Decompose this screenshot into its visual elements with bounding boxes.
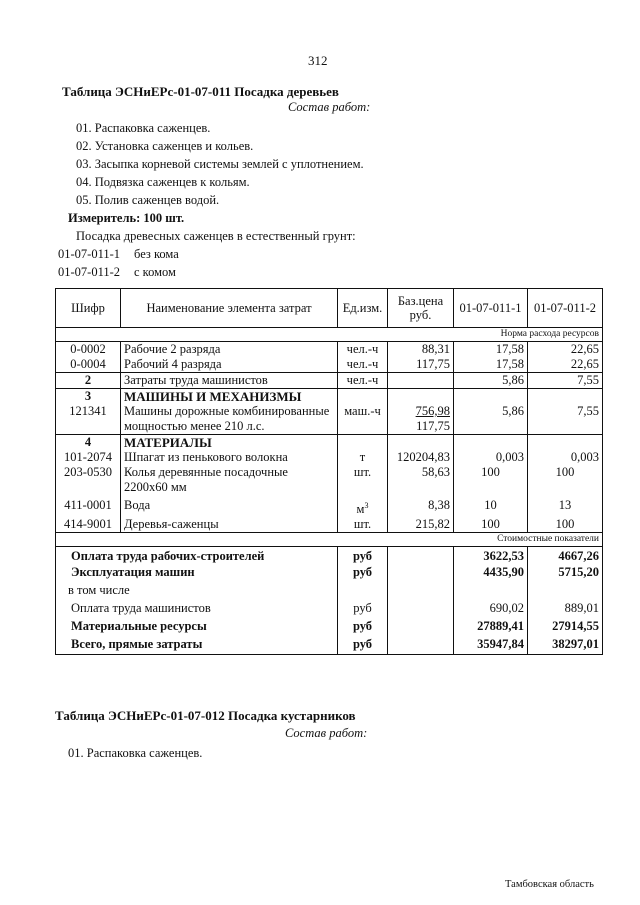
row-v1: 100 (454, 465, 528, 495)
table-row (56, 465, 603, 495)
row-v2: 7,55 (528, 404, 603, 435)
header-price (388, 289, 454, 328)
resource-table (55, 288, 603, 655)
work-item: 03. Засыпка корневой системы землей с уплотнением. (76, 157, 364, 171)
row-unit-base: м (356, 502, 365, 517)
row-name: Деревья-саженцы (121, 517, 338, 533)
row-code: 0-0002 (56, 342, 121, 358)
row-price: 120204,83 (388, 450, 454, 465)
table-row (56, 517, 603, 533)
row-unit-sup: 3 (364, 501, 369, 510)
table-row (56, 342, 603, 358)
row-name: Рабочий 4 разряда (121, 357, 338, 373)
total-row (56, 547, 603, 565)
row-v2: 22,65 (528, 357, 603, 373)
section-row (56, 389, 603, 405)
row-price-line2: 117,75 (416, 419, 450, 433)
row-price-line1: 756,98 (415, 404, 450, 418)
row-name: Рабочие 2 разряда (121, 342, 338, 358)
row-unit: чел.-ч (338, 373, 388, 389)
table-row (56, 357, 603, 373)
footer-region: Тамбовская область (505, 879, 594, 890)
row-name-line2: 2200х60 мм (124, 480, 187, 494)
row-code: 0-0004 (56, 357, 121, 373)
variant-code: 01-07-011-2 (58, 265, 121, 279)
row-code: 203-0530 (56, 465, 121, 495)
table-header-row (56, 289, 603, 328)
total-v1: 27889,41 (454, 619, 528, 637)
row-v2: 22,65 (528, 342, 603, 358)
row-name-line1: Машины дорожные комбинированные (124, 404, 330, 418)
row-v1: 17,58 (454, 342, 528, 358)
total-v1: 35947,84 (454, 637, 528, 655)
row-unit: т (338, 450, 388, 465)
row-name (121, 465, 338, 495)
total-v1: 690,02 (454, 601, 528, 619)
total-row (56, 583, 603, 601)
header-code: Шифр (56, 289, 121, 328)
row-code: 414-9001 (56, 517, 121, 533)
variant-name: с комом (134, 265, 176, 279)
norm-label: Норма расхода ресурсов (56, 328, 603, 342)
work-item: 04. Подвязка саженцев к кольям. (76, 175, 250, 189)
total-name: Материальные ресурсы (56, 619, 338, 637)
row-unit: шт. (338, 517, 388, 533)
row-price (388, 404, 454, 435)
header-price-line1: Баз.цена (397, 294, 444, 308)
total-name: в том числе (56, 583, 338, 601)
total-v2: 27914,55 (528, 619, 603, 637)
table-row (56, 404, 603, 435)
row-price: 88,31 (388, 342, 454, 358)
row-code: 411-0001 (56, 495, 121, 517)
meter-label: Измеритель: 100 шт. (68, 211, 185, 225)
total-unit: руб (338, 619, 388, 637)
header-price-line2: руб. (409, 308, 432, 322)
total-unit: руб (338, 565, 388, 583)
row-price: 8,38 (388, 495, 454, 517)
row-v1: 100 (454, 517, 528, 533)
row-price: 215,82 (388, 517, 454, 533)
header-col2: 01-07-011-2 (528, 289, 603, 328)
row-price: 58,63 (388, 465, 454, 495)
row-name: Шпагат из пенькового волокна (121, 450, 338, 465)
row-code: 4 (56, 435, 121, 451)
row-unit (338, 495, 388, 517)
total-name: Оплата труда рабочих-строителей (56, 547, 338, 565)
total-unit: руб (338, 547, 388, 565)
row-code: 101-2074 (56, 450, 121, 465)
row-name (121, 404, 338, 435)
total-v2: 4667,26 (528, 547, 603, 565)
row-unit: чел.-ч (338, 357, 388, 373)
work-item: 01. Распаковка саженцев. (68, 746, 203, 760)
section-row (56, 435, 603, 451)
table2-title: Таблица ЭСНиЕРс-01-07-012 Посадка кустарников (55, 708, 356, 723)
variant-code: 01-07-011-1 (58, 247, 121, 261)
total-row (56, 601, 603, 619)
total-row (56, 619, 603, 637)
total-unit: руб (338, 601, 388, 619)
table2-works-heading: Состав работ: (285, 726, 368, 740)
row-v1: 10 (454, 495, 528, 517)
row-code: 121341 (56, 404, 121, 435)
total-v1: 4435,90 (454, 565, 528, 583)
table1-title: Таблица ЭСНиЕРс-01-07-011 Посадка деревьев (62, 84, 339, 99)
row-code: 3 (56, 389, 121, 405)
total-unit: руб (338, 637, 388, 655)
row-unit: маш.-ч (338, 404, 388, 435)
row-v2: 100 (528, 517, 603, 533)
section-title: МАШИНЫ И МЕХАНИЗМЫ (121, 389, 338, 405)
row-name-line2: мощностью менее 210 л.с. (124, 419, 265, 433)
total-name: Всего, прямые затраты (56, 637, 338, 655)
page-number: 312 (308, 53, 328, 68)
row-v2: 0,003 (528, 450, 603, 465)
row-name: Затраты труда машинистов (121, 373, 338, 389)
norm-subheader-row (56, 328, 603, 342)
row-v2: 7,55 (528, 373, 603, 389)
total-row (56, 565, 603, 583)
row-v1: 5,86 (454, 404, 528, 435)
table-row (56, 495, 603, 517)
total-row (56, 637, 603, 655)
total-name: Оплата труда машинистов (56, 601, 338, 619)
work-item: 02. Установка саженцев и кольев. (76, 139, 254, 153)
work-item: 05. Полив саженцев водой. (76, 193, 220, 207)
row-v2: 13 (528, 495, 603, 517)
description: Посадка древесных саженцев в естественный грунт: (76, 229, 356, 243)
table-row (56, 450, 603, 465)
section-title: МАТЕРИАЛЫ (121, 435, 338, 451)
total-v2: 38297,01 (528, 637, 603, 655)
variant-name: без кома (134, 247, 179, 261)
row-code: 2 (56, 373, 121, 389)
row-v2: 100 (528, 465, 603, 495)
row-v1: 17,58 (454, 357, 528, 373)
table-row (56, 373, 603, 389)
header-unit: Ед.изм. (338, 289, 388, 328)
row-v1: 5,86 (454, 373, 528, 389)
header-col1: 01-07-011-1 (454, 289, 528, 328)
total-name: Эксплуатация машин (56, 565, 338, 583)
row-unit: чел.-ч (338, 342, 388, 358)
row-name: Вода (121, 495, 338, 517)
cost-subheader-row (56, 533, 603, 547)
row-price: 117,75 (388, 357, 454, 373)
total-v1: 3622,53 (454, 547, 528, 565)
row-v1: 0,003 (454, 450, 528, 465)
total-v2: 889,01 (528, 601, 603, 619)
row-name-line1: Колья деревянные посадочные (124, 465, 288, 479)
row-unit: шт. (338, 465, 388, 495)
header-name: Наименование элемента затрат (121, 289, 338, 328)
cost-label: Стоимостные показатели (56, 533, 603, 547)
work-item: 01. Распаковка саженцев. (76, 121, 211, 135)
total-v2: 5715,20 (528, 565, 603, 583)
table1-works-heading: Состав работ: (288, 100, 371, 114)
row-price (388, 373, 454, 389)
